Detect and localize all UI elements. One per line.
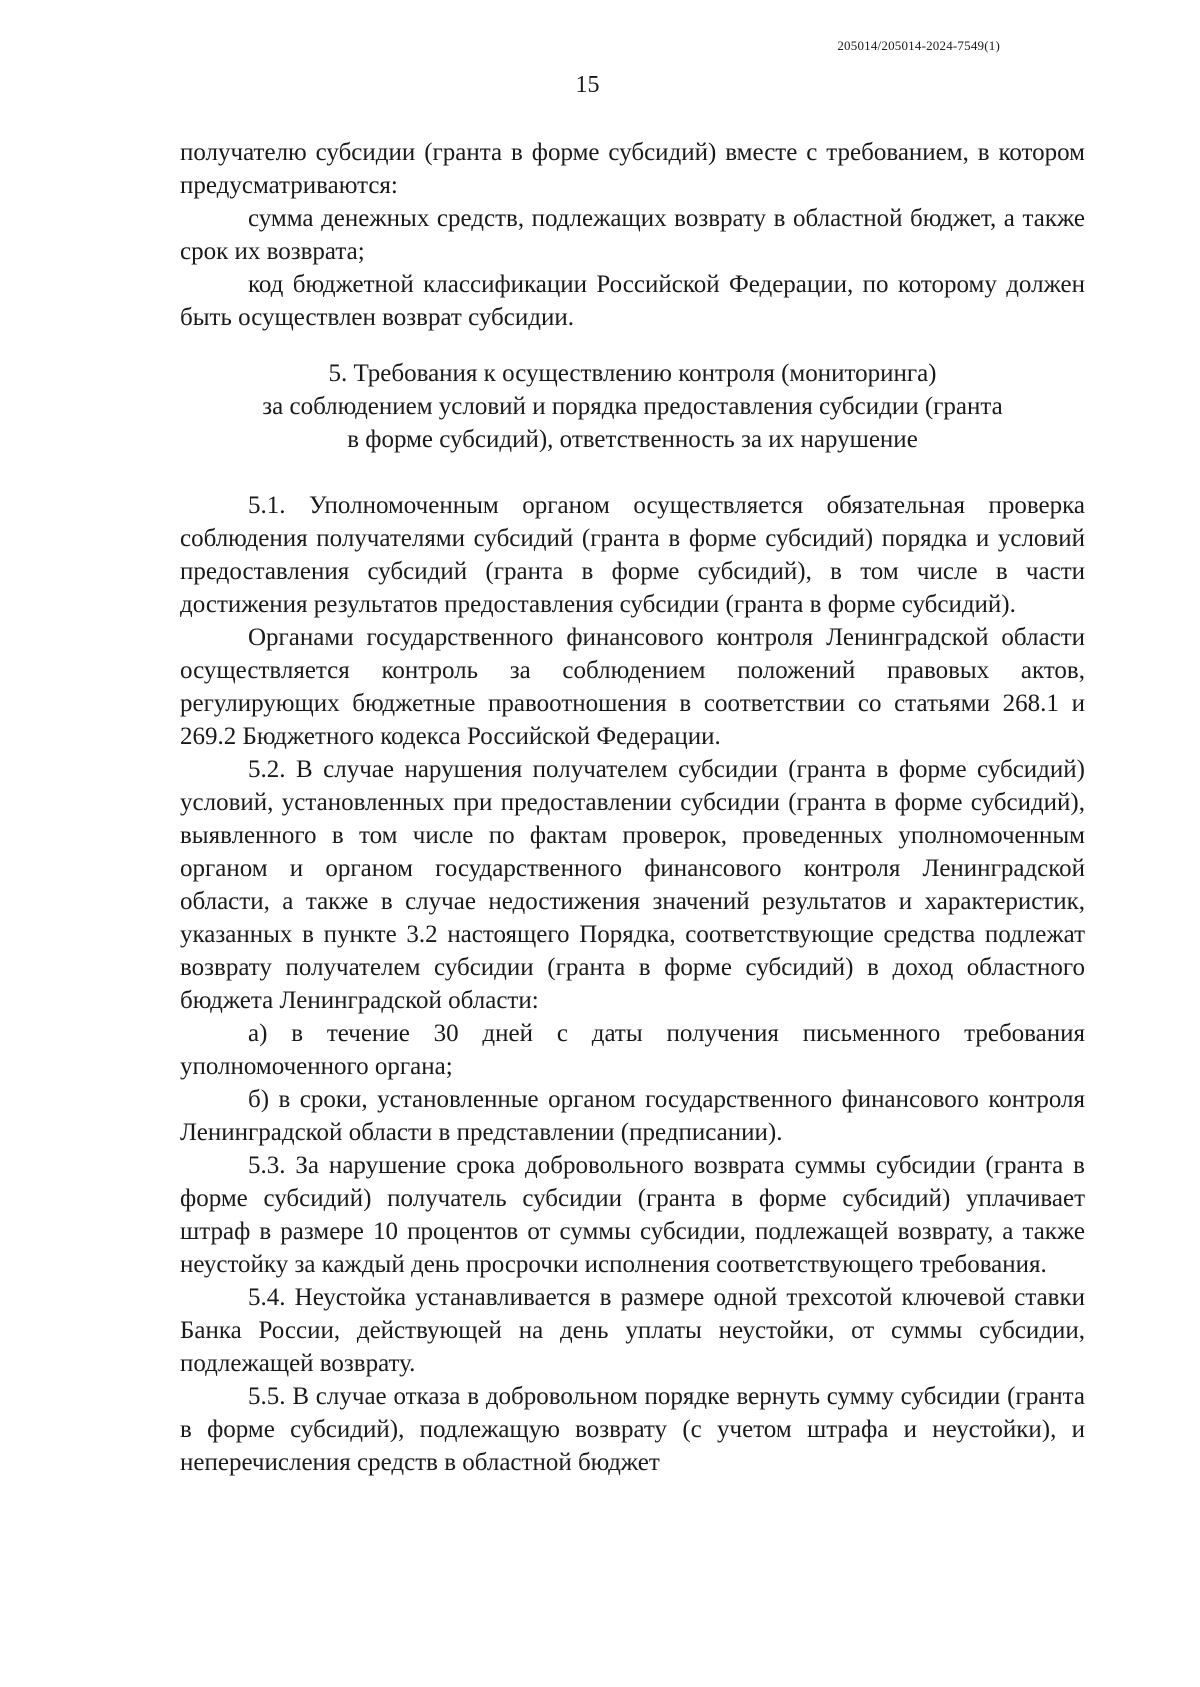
paragraph: сумма денежных средств, подлежащих возврату в областной бюджет, а также срок их возврата; [180,205,1085,265]
paragraph-5-4: 5.4. Неустойка устанавливается в размере одной трехсотой ключевой ставки Банка России, действующей на день уплаты неустойки, от суммы субсидии, подлежащей возврату. [180,1284,1085,1377]
paragraph-5-3: 5.3. За нарушение срока добровольного возврата суммы субсидии (гранта в форме субсидий) получатель субсидии (гранта в форме субсидий) уплачивает штраф в размере 10 процентов от суммы субсидии, подлежащей возврату, а также неустойку за каждый день просрочки исполнения соответствующего требования. [180,1152,1085,1278]
paragraph-control: Органами государственного финансового контроля Ленинградской области осуществляется контроль за соблюдением положений правовых актов, регулирующих бюджетные правоотношения в соответствии со статьями 268.1 и 269.2 Бюджетного кодекса Российской Федерации. [180,624,1085,750]
section-heading [180,357,1085,456]
section-heading-line: 5. Требования к осуществлению контроля (мониторинга) [328,360,937,387]
paragraph-5-2-b: б) в сроки, установленные органом государственного финансового контроля Ленинградской области в представлении (предписании). [180,1086,1085,1146]
paragraph-5-1: 5.1. Уполномоченным органом осуществляется обязательная проверка соблюдения получателями субсидий (гранта в форме субсидий) порядка и условий предоставления субсидий (гранта в форме субсидий), в том числе в части достижения результатов предоставления субсидии (гранта в форме субсидий). [180,492,1085,618]
paragraph: получателю субсидии (гранта в форме субсидий) вместе с требованием, в котором предусматриваются: [180,139,1085,199]
section-heading-line: в форме субсидий), ответственность за их нарушение [347,426,918,453]
paragraph-5-5: 5.5. В случае отказа в добровольном порядке вернуть сумму субсидии (гранта в форме субсидий), подлежащую возврату (с учетом штрафа и неустойки), и неперечисления средств в областной бюджет [180,1383,1085,1476]
section-5-body [180,489,1085,1479]
paragraph: код бюджетной классификации Российской Федерации, по которому должен быть осуществлен возврат субсидии. [180,271,1085,331]
paragraph-5-2-a: а) в течение 30 дней с даты получения письменного требования уполномоченного органа; [180,1020,1085,1080]
section-heading-line: за соблюдением условий и порядка предоставления субсидии (гранта [262,393,1003,420]
page-number: 15 [575,72,600,98]
paragraph-5-2: 5.2. В случае нарушения получателем субсидии (гранта в форме субсидий) условий, установленных при предоставлении субсидии (гранта в форме субсидий), выявленного в том числе по фактам проверок, проведенных уполномоченным органом и органом государственного финансового контроля Ленинградской области, а также в случае недостижения значений результатов и характеристик, указанных в пункте 3.2 настоящего Порядка, соответствующие средства подлежат возврату получателем субсидии (гранта в форме субсидий) в доход областного бюджета Ленинградской области: [180,756,1085,1014]
top-text-block [180,136,1085,334]
document-number: 205014/205014-2024-7549(1) [837,38,1000,53]
